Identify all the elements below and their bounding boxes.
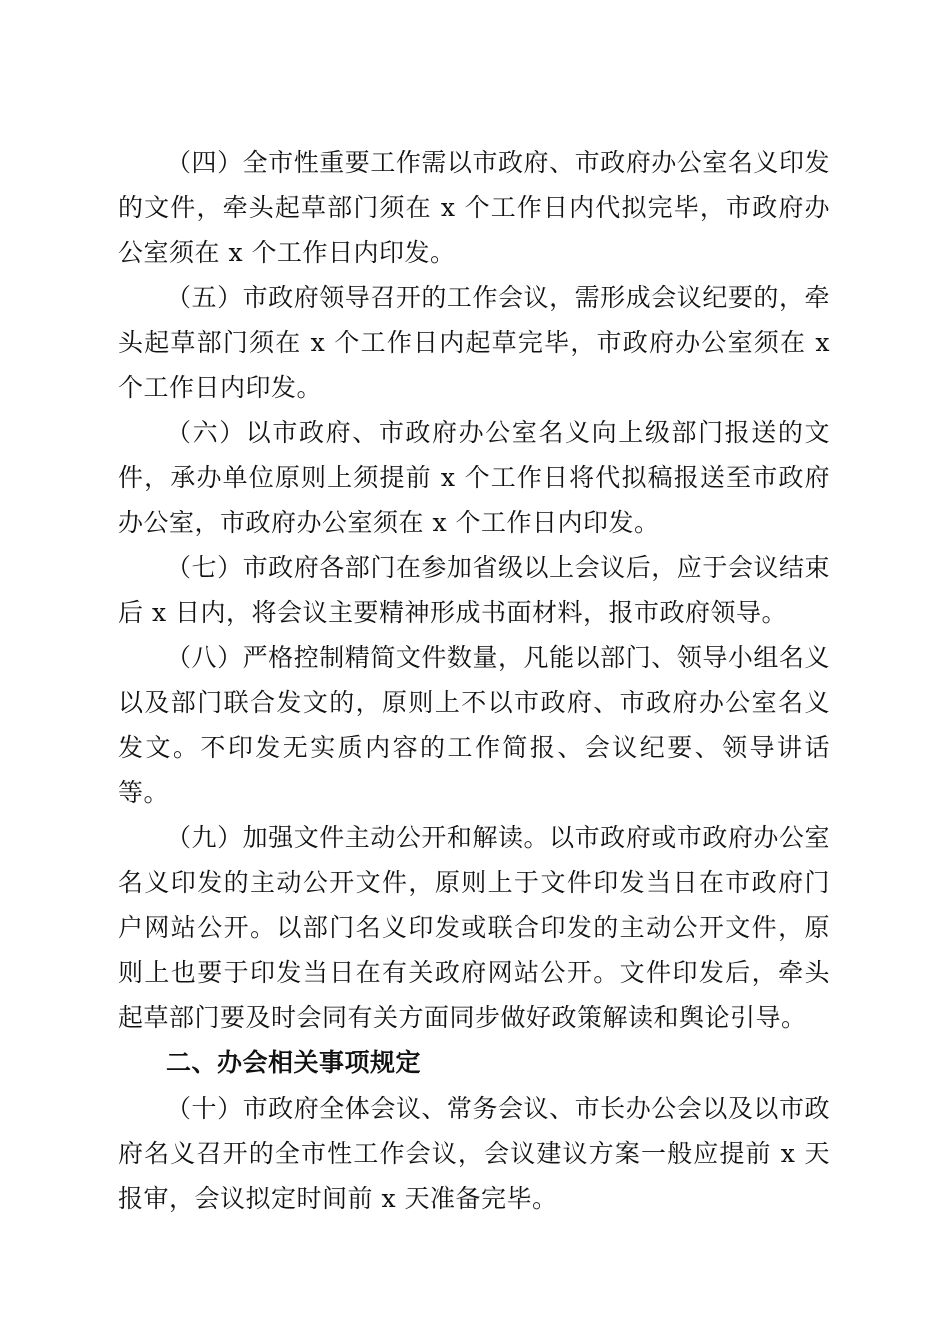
paragraph-9: （九）加强文件主动公开和解读。以市政府或市政府办公室名义印发的主动公开文件，原则上于文件印发当日在市政府门户网站公开。以部门名义印发或联合印发的主动公开文件，原则上也要于印发当日在有关政府网站公开。文件印发后，牵头起草部门要及时会同有关方面同步做好政策解读和舆论引导。 (118, 823, 830, 1032)
section-heading: 二、办会相关事项规定 (166, 1048, 422, 1077)
paragraph-4: （四）全市性重要工作需以市政府、市政府办公室名义印发的文件，牵头起草部门须在 x 个工作日内代拟完毕，市政府办公室须在 x 个工作日内印发。 (118, 148, 830, 267)
paragraph-7: （七）市政府各部门在参加省级以上会议后，应于会议结束后 x 日内，将会议主要精神形成书面材料，报市政府领导。 (118, 553, 830, 627)
paragraph-8: （八）严格控制精简文件数量，凡能以部门、领导小组名义以及部门联合发文的，原则上不以市政府、市政府办公室名义发文。不印发无实质内容的工作简报、会议纪要、领导讲话等。 (118, 643, 830, 807)
document-body (118, 140, 830, 1221)
paragraph-5: （五）市政府领导召开的工作会议，需形成会议纪要的，牵头起草部门须在 x 个工作日内起草完毕，市政府办公室须在 x 个工作日内印发。 (118, 283, 830, 402)
paragraph-6: （六）以市政府、市政府办公室名义向上级部门报送的文件，承办单位原则上须提前 x 个工作日将代拟稿报送至市政府办公室，市政府办公室须在 x 个工作日内印发。 (118, 418, 830, 537)
paragraph-10: （十）市政府全体会议、常务会议、市长办公会以及以市政府名义召开的全市性工作会议，会议建议方案一般应提前 x 天报审，会议拟定时间前 x 天准备完毕。 (118, 1094, 830, 1213)
